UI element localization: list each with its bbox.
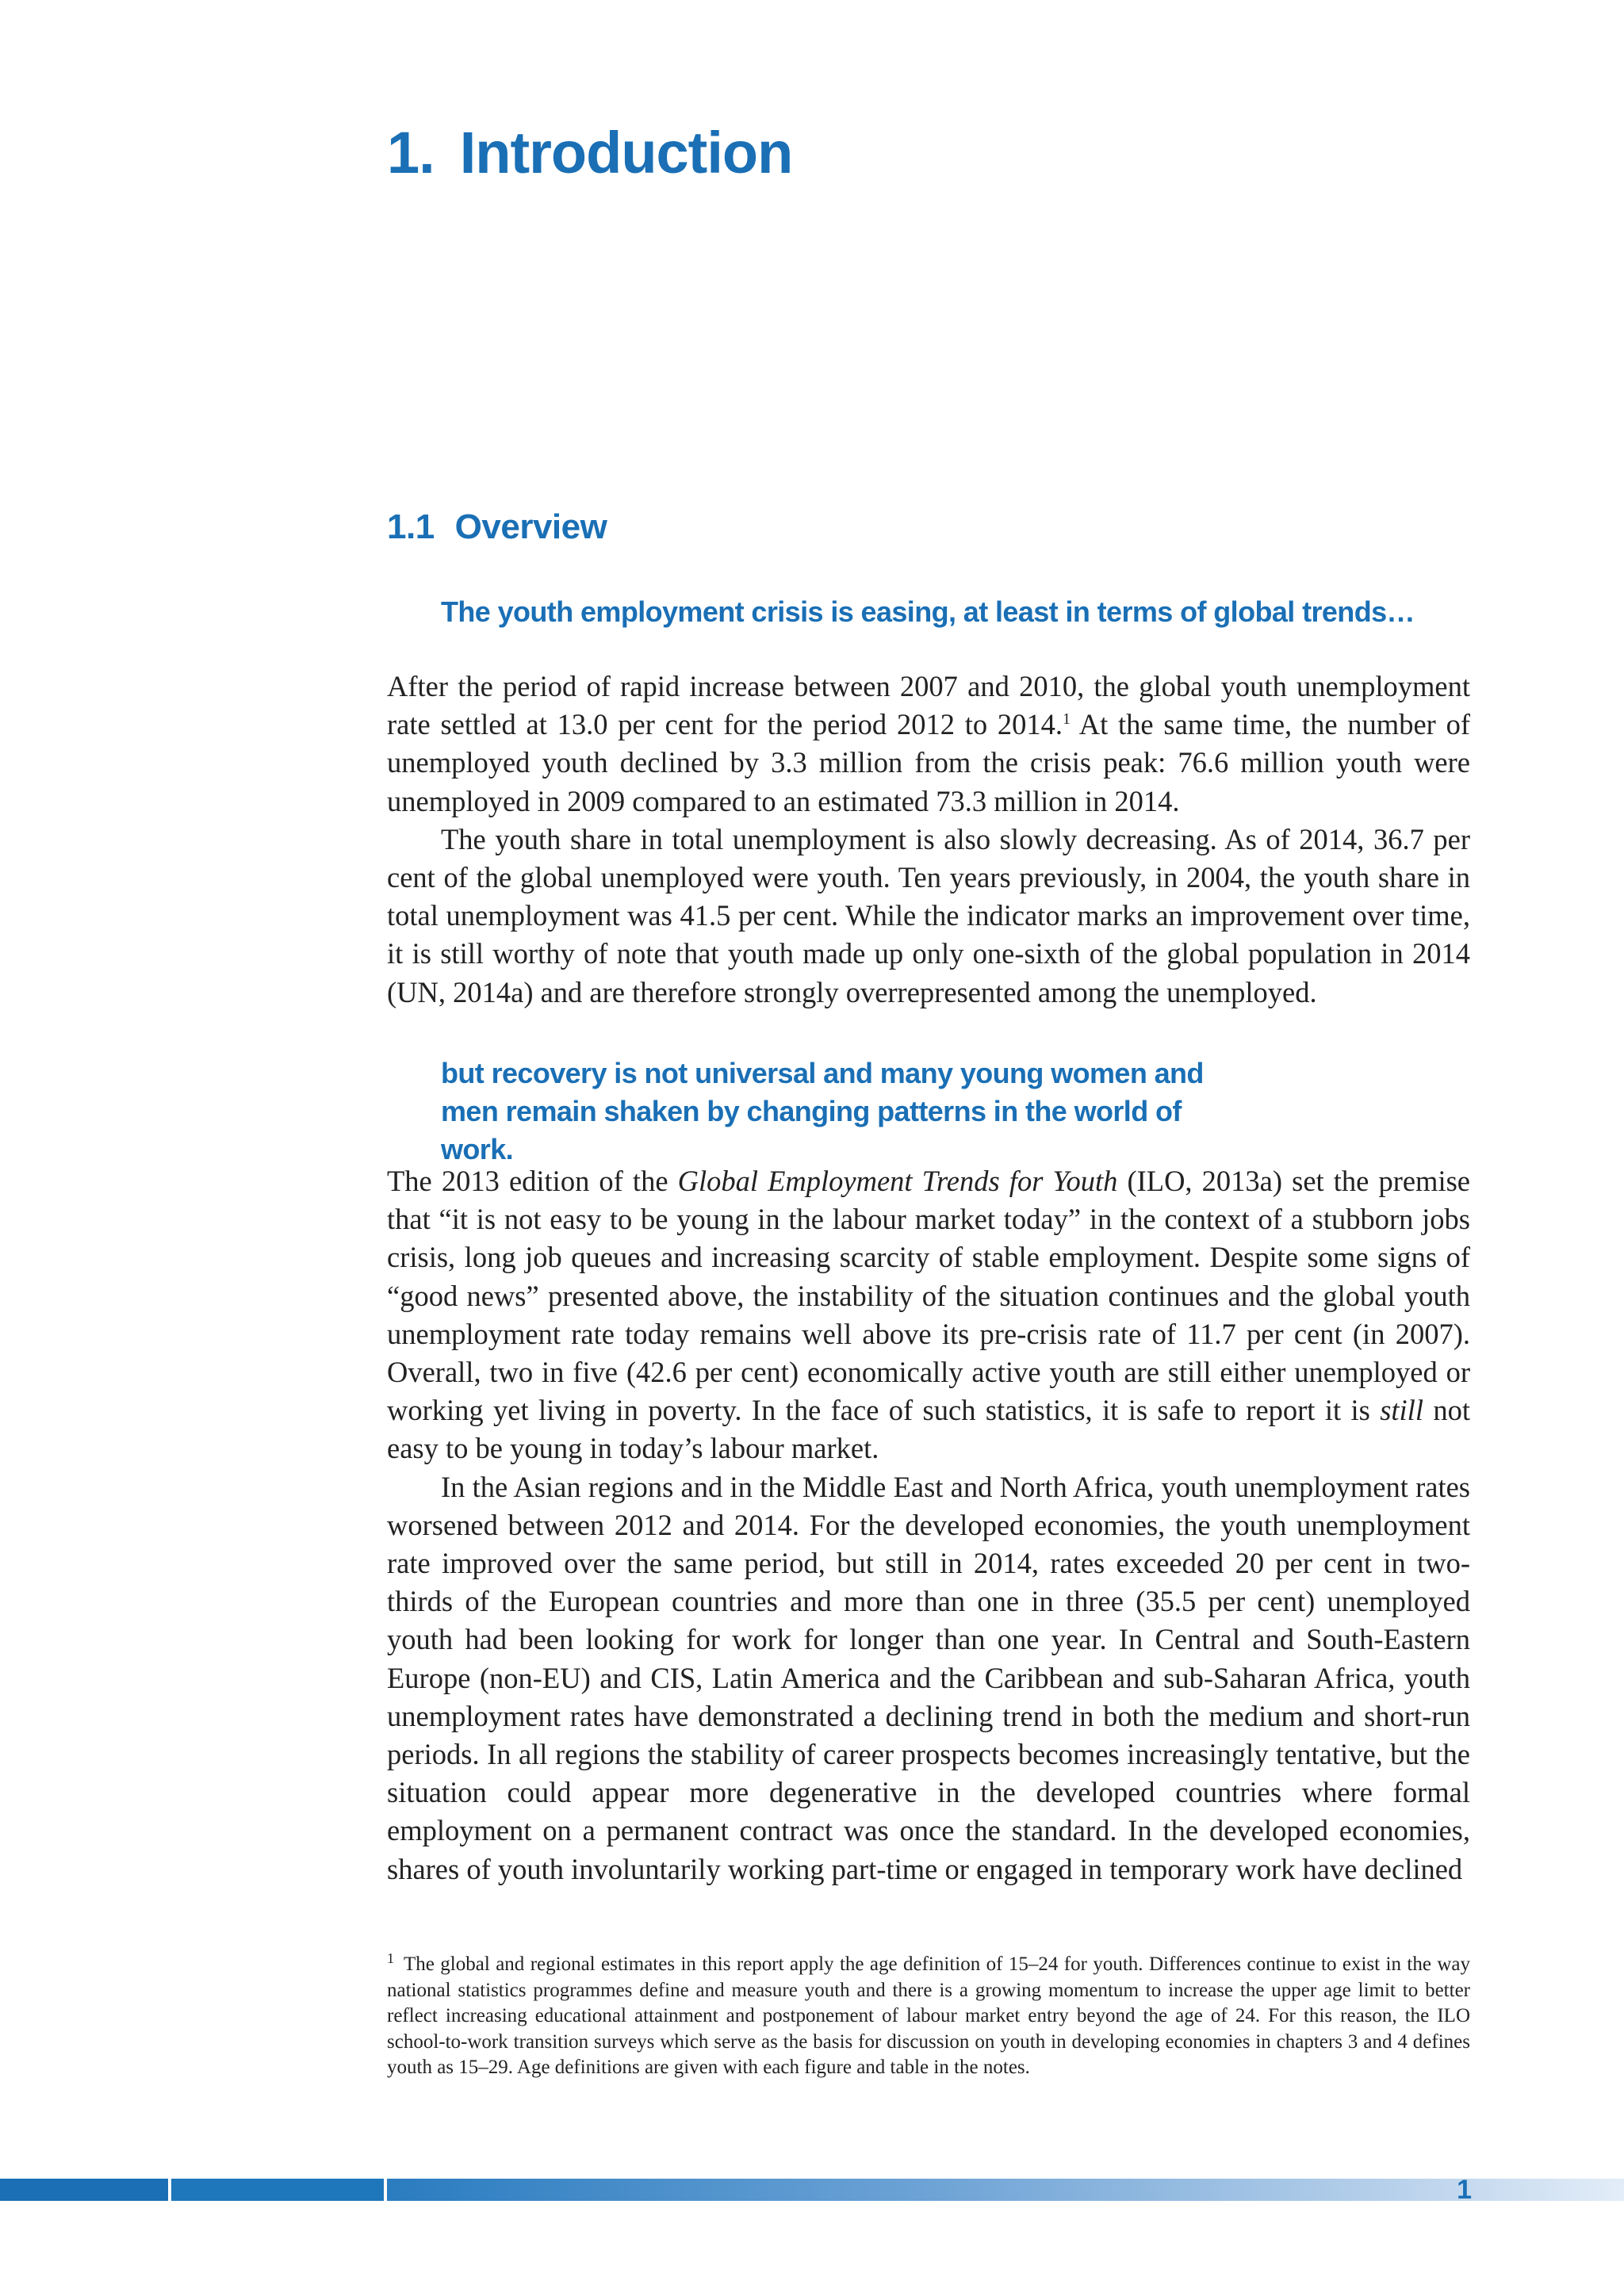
- paragraph-text: At the same time, the number of unemployed youth declined by 3.3 million from the crisis peak: 76.6 million youth were unemployed in 2009 compared to an estimated 73.3 million in 2014.: [387, 708, 1470, 817]
- lead-heading-recovery: but recovery is not universal and many young women and men remain shaken by changing patterns in the world of work.: [441, 1057, 1204, 1165]
- body-text-block-1: [387, 668, 1470, 1012]
- emphasis-still: still: [1380, 1394, 1423, 1427]
- chapter-title: [387, 119, 792, 186]
- footnote-reference[interactable]: 1: [1063, 710, 1071, 729]
- paragraph-youth-unemployment-rate: [387, 668, 1470, 821]
- section-title: [387, 507, 607, 547]
- page-number: 1: [1457, 2175, 1472, 2205]
- footer-bar-segment: [171, 2179, 384, 2201]
- section-number: 1.1: [387, 507, 435, 546]
- footer-bar-segment: [0, 2179, 168, 2201]
- lead-heading-global-trends: The youth employment crisis is easing, at least in terms of global trends…: [441, 595, 1415, 628]
- paragraph-regional-trends: In the Asian regions and in the Middle East and North Africa, youth unemployment rates worsened between 2012 and 2014. For the developed economies, the youth unemployment rate improved over the same period, but still in 2014, rates exceeded 20 per cent in two-thirds of the European countries and more than one in three (35.5 per cent) unemployed youth had been looking for work for longer than one year. In Central and South-Eastern Europe (non-EU) and CIS, Latin America and the Caribbean and sub-Saharan Africa, youth unemployment rates have demonstrated a declining trend in both the medium and short-run periods. In all regions the stability of career prospects becomes increasingly tentative, but the situation could appear more degenerative in the developed countries where formal employment on a permanent contract was once the standard. In the developed economies, shares of youth involuntarily working part-time or engaged in temporary work have declined: [387, 1470, 1470, 1885]
- footnote-marker: 1: [387, 1950, 394, 1966]
- publication-title: Global Employment Trends for Youth: [677, 1165, 1118, 1197]
- paragraph-text: not easy to be young in today’s labour market.: [387, 1394, 1470, 1465]
- body-text-block-2: [387, 1162, 1470, 1888]
- paragraph-2013-edition: [387, 1162, 1470, 1468]
- chapter-title-text: Introduction: [459, 120, 793, 186]
- chapter-number: 1.: [387, 120, 435, 186]
- footer-bar-gradient: [387, 2179, 1624, 2201]
- paragraph-youth-share: The youth share in total unemployment is also slowly decreasing. As of 2014, 36.7 per cent of the global unemployed were youth. Ten years previously, in 2004, the youth share in total unemployment was 41.5 per cent. While the indicator marks an improvement over time, it is still worthy of note that youth made up only one-sixth of the global population in 2014 (UN, 2014a) and are therefore strongly overrepresented among the unemployed.: [387, 822, 1470, 1008]
- footnote-text: The global and regional estimates in this report apply the age definition of 15–24 for youth. Differences continue to exist in the way national statistics programmes define and measure youth and there is a growing momentum to increase the upper age limit to better reflect increasing educational attainment and postponement of labour market entry beyond the age of 24. For this reason, the ILO school-to-work transition surveys which serve as the basis for discussion on youth in developing economies in chapters 3 and 4 defines youth as 15–29. Age definitions are given with each figure and table in the notes.: [387, 1954, 1470, 2078]
- footer-color-bar: [0, 2179, 1624, 2201]
- paragraph-text: After the period of rapid increase between 2007 and 2010, the global youth unemployment rate settled at 13.0 per cent for the period 2012 to 2014.: [387, 670, 1470, 741]
- paragraph-text: (ILO, 2013a) set the premise that “it is not easy to be young in the labour market today” in the context of a stubborn jobs crisis, long job queues and increasing scarcity of stable employment. Despite some signs of “good news” presented above, the instability of the situation continues and the global youth unemployment rate today remains well above its pre-crisis rate of 11.7 per cent (in 2007). Overall, two in five (42.6 per cent) economically active youth are still either unemployed or working yet living in poverty. In the face of such statistics, it is safe to report it is: [387, 1165, 1470, 1427]
- section-title-text: Overview: [454, 507, 607, 546]
- paragraph-text: The 2013 edition of the: [387, 1165, 678, 1197]
- footnote-1: [387, 1952, 1470, 2081]
